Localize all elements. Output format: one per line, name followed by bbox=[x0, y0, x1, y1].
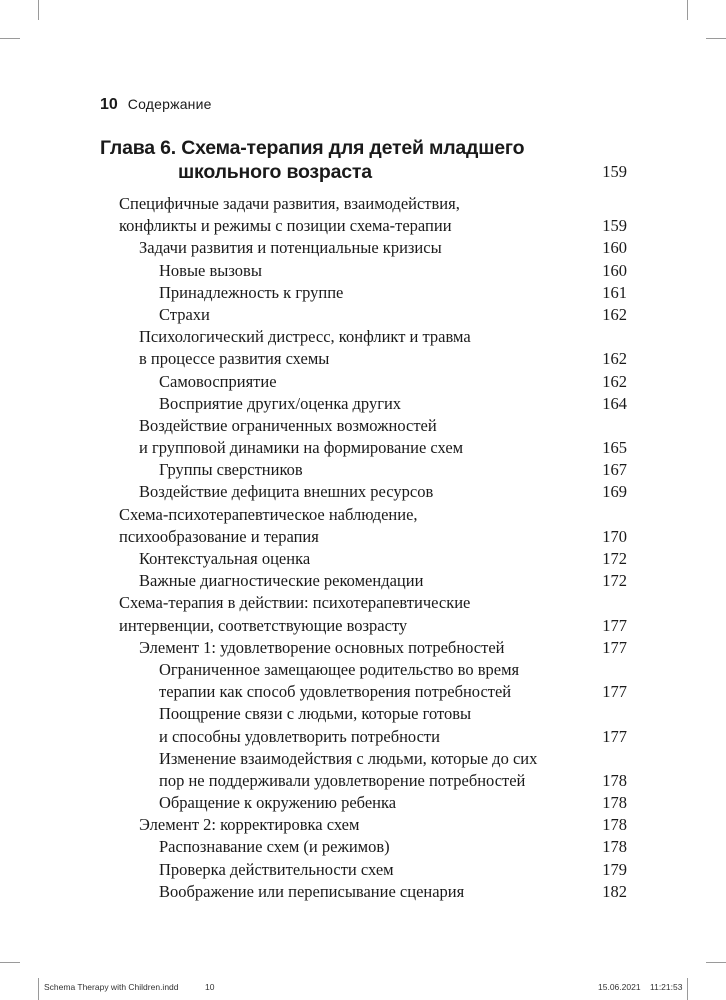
toc-entry bbox=[0, 526, 726, 548]
toc-entry-page: 160 bbox=[602, 260, 627, 280]
toc-entry-page: 178 bbox=[602, 837, 627, 857]
toc-entry-page: 167 bbox=[602, 460, 627, 480]
toc-entry-page: 177 bbox=[602, 682, 627, 702]
toc-entry-text: и групповой динамики на формирование схем bbox=[139, 438, 464, 458]
toc-entry-page: 177 bbox=[602, 726, 627, 746]
toc-entry-text: Важные диагностические рекомендации bbox=[139, 571, 424, 591]
toc-entry-text: Поощрение связи с людьми, которые готовы bbox=[159, 704, 472, 724]
toc-entry bbox=[0, 859, 726, 881]
section-title: Содержание bbox=[127, 96, 212, 112]
toc-entry-text: Воздействие дефицита внешних ресурсов bbox=[139, 482, 434, 502]
slug-page: 10 bbox=[205, 982, 215, 992]
crop-mark bbox=[706, 38, 726, 39]
crop-mark bbox=[0, 38, 20, 39]
toc-entry bbox=[0, 592, 726, 614]
toc-entry-page: 169 bbox=[602, 482, 627, 502]
toc-entry-page: 161 bbox=[602, 282, 627, 302]
toc-entry bbox=[0, 615, 726, 637]
toc-entry-text: Психологический дистресс, конфликт и травма bbox=[139, 327, 471, 347]
slug-filename: Schema Therapy with Children.indd bbox=[44, 982, 179, 992]
toc-entry-text: Ограниченное замещающее родительство во время bbox=[159, 659, 520, 679]
toc-entry bbox=[0, 282, 726, 304]
toc-entry-page: 172 bbox=[602, 549, 627, 568]
toc-entry bbox=[0, 881, 726, 903]
toc-entry bbox=[0, 260, 726, 282]
running-head bbox=[100, 96, 212, 116]
toc-entry-page: 165 bbox=[602, 438, 627, 458]
toc-entry bbox=[0, 637, 726, 659]
chapter-page-number: 159 bbox=[602, 162, 627, 181]
toc-entry-text: Задачи развития и потенциальные кризисы bbox=[139, 238, 442, 258]
toc-entry-text: Воображение или переписывание сценария bbox=[159, 881, 465, 901]
toc-entry bbox=[0, 371, 726, 393]
toc-entry bbox=[0, 748, 726, 770]
toc-entry-text: Схема-терапия в действии: психотерапевтические bbox=[119, 593, 471, 613]
toc-entry-page: 162 bbox=[602, 349, 627, 369]
toc-entry-page: 164 bbox=[602, 393, 627, 413]
toc-entry-text: пор не поддерживали удовлетворение потребностей bbox=[159, 770, 526, 790]
toc-entry-page: 170 bbox=[602, 526, 627, 546]
toc-entry-text: психообразование и терапия bbox=[119, 526, 319, 546]
toc-entry bbox=[0, 393, 726, 415]
toc-list bbox=[0, 193, 726, 903]
slug-time: 11:21:53 bbox=[650, 982, 683, 992]
toc-entry bbox=[0, 504, 726, 526]
toc-entry-text: Группы сверстников bbox=[159, 460, 303, 480]
toc-entry-text: Контекстуальная оценка bbox=[139, 549, 311, 568]
toc-entry-text: Элемент 1: удовлетворение основных потребностей bbox=[139, 637, 505, 657]
crop-mark bbox=[706, 962, 726, 963]
toc-entry-text: и способны удовлетворить потребности bbox=[159, 726, 440, 746]
toc-entry-text: Специфичные задачи развития, взаимодействия, bbox=[119, 194, 460, 213]
toc-entry-text: Принадлежность к группе bbox=[159, 282, 344, 302]
toc-entry bbox=[0, 193, 726, 215]
toc-entry-text: конфликты и режимы с позиции схема-терапии bbox=[119, 216, 452, 236]
toc-entry bbox=[0, 836, 726, 858]
crop-mark bbox=[687, 0, 688, 20]
toc-entry-page: 178 bbox=[602, 793, 627, 813]
toc-entry-page: 178 bbox=[602, 770, 627, 790]
toc-entry-page: 160 bbox=[602, 238, 627, 258]
toc-entry-text: терапии как способ удовлетворения потребностей bbox=[159, 682, 512, 702]
toc-entry bbox=[0, 726, 726, 748]
crop-mark bbox=[38, 0, 39, 20]
toc-entry bbox=[0, 215, 726, 237]
toc-entry bbox=[0, 326, 726, 348]
toc-entry-page: 159 bbox=[602, 216, 627, 236]
toc-entry-text: Изменение взаимодействия с людьми, которые до сих bbox=[159, 748, 538, 768]
chapter-title-line: школьного возраста bbox=[178, 161, 372, 183]
slug-date: 15.06.2021 bbox=[598, 982, 641, 992]
toc-entry-text: Элемент 2: корректировка схем bbox=[139, 815, 360, 835]
toc-entry-text: Воздействие ограниченных возможностей bbox=[139, 415, 437, 435]
toc-entry-text: в процессе развития схемы bbox=[139, 349, 330, 369]
chapter-title-line: Глава 6. Схема-терапия для детей младшего bbox=[100, 137, 525, 159]
toc-entry-text: Обращение к окружению ребенка bbox=[159, 793, 397, 813]
toc-entry bbox=[0, 237, 726, 259]
toc-entry-page: 172 bbox=[602, 571, 627, 591]
toc-entry bbox=[0, 437, 726, 459]
toc-entry bbox=[0, 481, 726, 503]
crop-mark bbox=[687, 978, 688, 1000]
toc-entry bbox=[0, 304, 726, 326]
toc-entry bbox=[0, 570, 726, 592]
toc-entry bbox=[0, 814, 726, 836]
toc-entry-page: 182 bbox=[602, 881, 627, 901]
toc-entry-text: Схема-психотерапевтическое наблюдение, bbox=[119, 504, 418, 524]
toc-entry bbox=[0, 348, 726, 370]
toc-entry bbox=[0, 681, 726, 703]
toc-entry-text: Новые вызовы bbox=[159, 260, 262, 280]
toc-entry-text: интервенции, соответствующие возрасту bbox=[119, 615, 408, 635]
toc-entry bbox=[0, 659, 726, 681]
chapter-title bbox=[100, 136, 630, 184]
toc-entry-page: 177 bbox=[602, 615, 627, 635]
toc-entry-text: Восприятие других/оценка других bbox=[159, 393, 402, 413]
toc-entry bbox=[0, 703, 726, 725]
page-number: 10 bbox=[100, 96, 118, 113]
toc-entry-text: Страхи bbox=[159, 304, 210, 324]
toc-entry-page: 179 bbox=[602, 859, 627, 879]
toc-entry bbox=[0, 415, 726, 437]
toc-entry-page: 178 bbox=[602, 815, 627, 835]
toc-entry-page: 177 bbox=[602, 637, 627, 657]
toc-entry-text: Самовосприятие bbox=[159, 371, 277, 391]
toc-entry bbox=[0, 770, 726, 792]
toc-entry-text: Распознавание схем (и режимов) bbox=[159, 837, 390, 857]
toc-entry bbox=[0, 792, 726, 814]
crop-mark bbox=[0, 962, 20, 963]
toc-entry bbox=[0, 459, 726, 481]
toc-entry-page: 162 bbox=[602, 304, 627, 324]
toc-entry-page: 162 bbox=[602, 371, 627, 391]
crop-mark bbox=[38, 978, 39, 1000]
toc-entry-text: Проверка действительности схем bbox=[159, 859, 394, 879]
toc-entry bbox=[0, 548, 726, 570]
